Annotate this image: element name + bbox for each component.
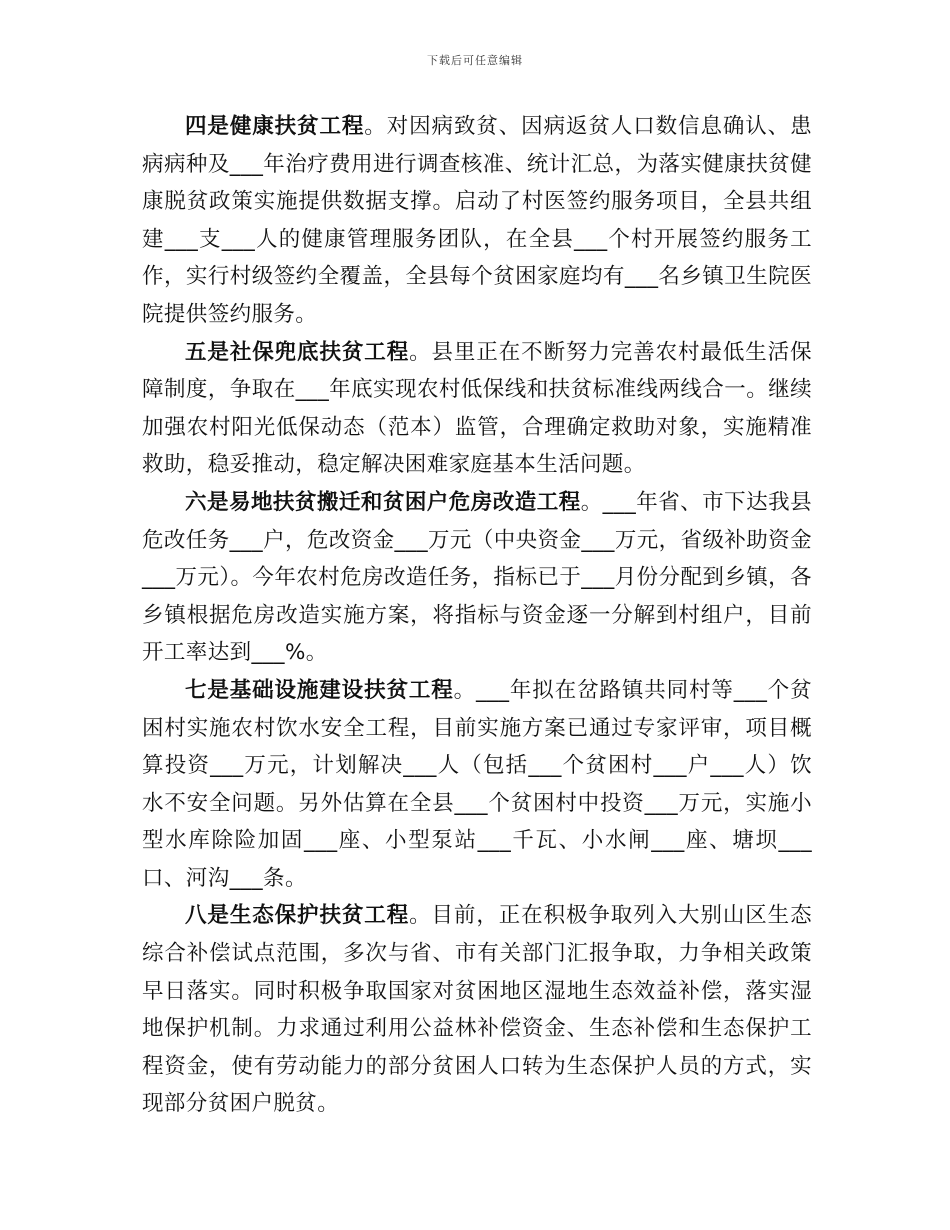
paragraph-body: 。___年拟在岔路镇共同村等___个贫困村实施农村饮水安全工程，目前实施方案已通过专家评审，项目概算投资___万元，计划解决___人（包括___个贫困村___户___人）饮水不安全问题。另外估算在全县___个贫困村中投资___万元，实施小型水库除险加固___座、小型泵站___千瓦、小水闸___座、塘坝___口、河沟___条。 — [142, 677, 812, 891]
paragraph-body: 。县里正在不断努力完善农村最低生活保障制度，争取在___年底实现农村低保线和扶贫标准线两线合一。继续加强农村阳光低保动态（范本）监管，合理确定救助对象，实施精准救助，稳妥推动，稳定解决困难家庭基本生活问题。 — [142, 339, 812, 478]
paragraph-social-security-poverty-relief — [142, 334, 812, 484]
paragraph-body: 。目前，正在积极争取列入大别山区生态综合补偿试点范围，多次与省、市有关部门汇报争取，力争相关政策早日落实。同时积极争取国家对贫困地区湿地生态效益补偿，落实湿地保护机制。力求通过利用公益林补偿资金、生态补偿和生态保护工程资金，使有劳动能力的部分贫困人口转为生态保护人员的方式，实现部分贫困户脱贫。 — [142, 903, 812, 1117]
page-header: 下载后可任意编辑 — [427, 54, 523, 67]
paragraph-lead: 五是社保兜底扶贫工程 — [185, 339, 410, 365]
paragraph-body: 。对因病致贫、因病返贫人口数信息确认、患病病种及___年治疗费用进行调查核准、统计汇总，为落实健康扶贫健康脱贫政策实施提供数据支撑。启动了村医签约服务项目，全县共组建___支___人的健康管理服务团队，在全县___个村开展签约服务工作，实行村级签约全覆盖，全县每个贫困家庭均有___名乡镇卫生院医院提供签约服务。 — [142, 114, 812, 327]
paragraph-lead: 七是基础设施建设扶贫工程 — [185, 677, 454, 703]
paragraph-lead: 六是易地扶贫搬迁和贫困户危房改造工程 — [185, 489, 581, 515]
paragraph-health-poverty-relief — [142, 108, 812, 334]
paragraph-lead: 八是生态保护扶贫工程 — [185, 903, 410, 929]
paragraph-ecological-protection-poverty-relief — [142, 897, 812, 1123]
paragraph-lead: 四是健康扶贫工程 — [185, 114, 365, 139]
paragraph-body: 。___年省、市下达我县危改任务___户，危改资金___万元（中央资金___万元，省级补助资金___万元）。今年农村危房改造任务，指标已于___月份分配到乡镇，各乡镇根据危房改造实施方案，将指标与资金逐一分解到村组户，目前开工率达到___%。 — [142, 489, 812, 666]
paragraph-infrastructure-poverty-relief — [142, 672, 812, 898]
document-body — [142, 108, 812, 1123]
paragraph-relocation-housing-renovation — [142, 484, 812, 672]
